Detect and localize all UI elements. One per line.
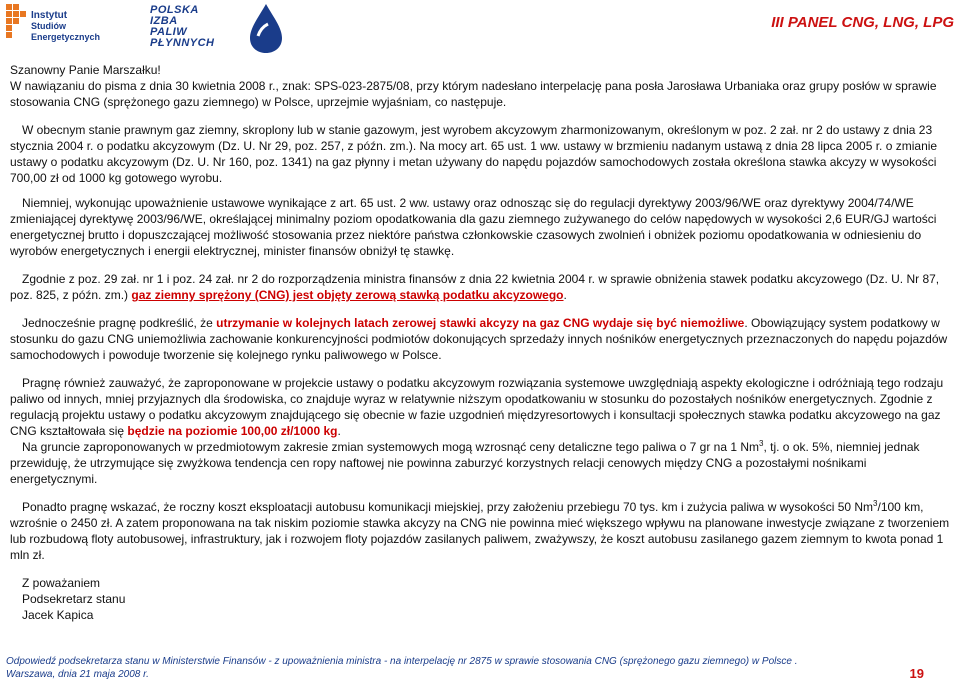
page-footer	[6, 655, 916, 681]
paragraph-8-text: Ponadto pragnę wskazać, że roczny koszt eksploatacji autobusu komunikacji miejskiej, przy założeniu przebiegu 70 tys. km i zużycia paliwa w wysokości 50 Nm	[22, 500, 874, 514]
paragraph-5-highlight: utrzymanie w kolejnych latach zerowej stawki akcyzy na gaz CNG wydaje się być niemożliwe	[216, 316, 745, 330]
letter-body	[10, 62, 955, 623]
letter-paragraph-3: Niemniej, wykonując upoważnienie ustawowe wynikające z art. 65 ust. 2 ww. ustawy oraz odnosząc się do regulacji dyrektywy 2003/96/WE oraz dyrektywy 2004/74/WE zmieniającej dyrektywę 2003/96/WE, określającej minimalny poziom opodatkowania dla gazu ziemnego zużywanego do celów napędowych w wysokości 2,6 EUR/GJ wartości energetycznej brutto i dopuszczającej możliwość stosowania przez niektóre państwa członkowskie czasowych zwolnień i obniżek poziomu opodatkowania w odniesieniu do wyrobów energetycznych i energii elektrycznej, minister finansów obniżył tę stawkę.	[10, 196, 937, 258]
institute-logo-text	[31, 10, 116, 43]
paragraph-6-end: .	[337, 424, 341, 438]
signatory-title: Podsekretarz stanu	[22, 592, 126, 606]
paragraph-4-highlight: gaz ziemny sprężony (CNG) jest objęty zerową stawką podatku akcyzowego	[131, 288, 564, 302]
letter-greeting: Szanowny Panie Marszałku!	[10, 63, 161, 77]
pipp-logo-line3: PALIW	[150, 26, 188, 38]
letter-paragraph-1: W nawiązaniu do pisma z dnia 30 kwietnia 2008 r., znak: SPS-023-2875/08, przy którym nadesłano interpelację pana posła Jarosława Urbaniaka oraz grupy posłów w sprawie stosowania CNG (sprężonego gazu ziemnego) w Polsce, uprzejmie wyjaśniam, co następuje.	[10, 79, 937, 109]
paragraph-7-text: Na gruncie zaproponowanych w przedmiotowym zakresie zmian systemowych mogą wzrosnąć ceny detaliczne tego paliwa o 7 gr na 1 Nm	[22, 440, 760, 454]
paragraph-4-end: .	[563, 288, 567, 302]
pipp-logo-text	[150, 5, 215, 49]
letter-paragraph-6	[10, 375, 955, 439]
letter-paragraph-4	[10, 271, 955, 303]
pipp-logo-line2: IZBA	[150, 15, 178, 27]
paragraph-4-text: Zgodnie z poz. 29 zał. nr 1 i poz. 24 zał. nr 2 do rozporządzenia ministra finansów z dnia 22 kwietnia 2004 r. w sprawie obniżenia stawek podatku akcyzowego (Dz. U. Nr 87, poz. 825, z późn. zm.)	[10, 272, 940, 302]
pipp-logo-line4: PŁYNNYCH	[150, 37, 215, 49]
paragraph-6-text: Pragnę również zauważyć, że zaproponowane w projekcie ustawy o podatku akcyzowym rozwiązania systemowe uwzględniają aspekty ekologiczne i odróżniają tego rodzaju paliwo od innych, mniej przyjaznych dla środowiska, co znajduje wyraz w relatywnie niższym opodatkowaniu w stosunku do pozostałych nośników energetycznych. Zgodnie z regulacją projektu ustawy o podatku akcyzowym znajdującego się obecnie w fazie uzgodnień międzyresortowych i konsultacji społecznych stawka podatku akcyzowego na gaz CNG kształtowała się	[10, 376, 944, 438]
page-header	[0, 0, 960, 56]
paragraph-5-rest: . Obowiązujący system podatkowy w stosunku do gazu CNG uniemożliwia zachowanie konkurencyjności podmiotów dokonujących sprzedaży innych nośników energetycznych przeznaczonych do napędu pojazdów samochodowych i powoduje tworzenie się kolejnego rynku paliwowego w Polsce.	[10, 316, 948, 362]
letter-paragraph-2: W obecnym stanie prawnym gaz ziemny, skroplony lub w stanie gazowym, jest wyrobem akcyzowym zharmonizowanym, określonym w poz. 2 zał. nr 2 do ustawy z dnia 23 stycznia 2004 r. o podatku akcyzowym (Dz. U. Nr 29, poz. 257, z późn. zm.). Na mocy art. 65 ust. 1 ww. ustawy w brzmieniu nadanym ustawą z dnia 28 lipca 2005 r. o zmianie ustawy o podatku akcyzowym (Dz. U. Nr 160, poz. 1341) na gaz płynny i metan używany do napędu pojazdów samochodowych została określona stawka akcyzy w wysokości 700,00 zł od 1000 kg gotowego wyrobu.	[10, 123, 938, 185]
paragraph-8-superscript: 3	[873, 499, 878, 508]
letter-paragraph-5	[10, 315, 955, 363]
paragraph-8-rest: /100 km, wzrośnie o 2450 zł. A zatem proponowana na tak niskim poziomie stawka akcyzy na CNG nie powinna mieć większego wpływu na planowane inwestycje związane z tworzeniem lub rozbudową floty autobusowej, infrastruktury, jak i rozwojem floty pojazdów zasilanych paliwem, zważywszy, że koszt autobusu zasilanego gazem ziemnym to kwota ponad 1 mln zł.	[10, 500, 950, 562]
signatory-name: Jacek Kapica	[22, 608, 94, 622]
footer-date-line: Warszawa, dnia 21 maja 2008 r.	[6, 669, 149, 680]
paragraph-7-superscript: 3	[759, 439, 764, 448]
letter-paragraph-8	[10, 499, 955, 563]
page-number: 19	[909, 666, 924, 681]
paragraph-5-text: Jednocześnie pragnę podkreślić, że	[22, 316, 217, 330]
institute-logo-mark	[6, 4, 28, 38]
letter-paragraph-7	[10, 439, 955, 487]
fuel-drop-icon	[246, 2, 286, 54]
paragraph-7-rest: , tj. o ok. 5%, niemniej jednak przewiduję, że utrzymujące się zwyżkowa tendencja cen ropy naftowej nie powinna zaburzyć korzystnych relacji cenowych między CNG a pozostałymi nośnikami energetycznymi.	[10, 440, 920, 486]
institute-logo-line1: Instytut	[31, 10, 68, 21]
pipp-logo-line1: POLSKA	[150, 4, 199, 16]
institute-logo-line2: Studiów Energetycznych	[31, 21, 101, 42]
institute-logo	[6, 4, 116, 52]
panel-title: III PANEL CNG, LNG, LPG	[771, 14, 954, 31]
footer-source-line: Odpowiedź podsekretarza stanu w Ministerstwie Finansów - z upoważnienia ministra - na interpelację nr 2875 w sprawie stosowania CNG (sprężonego gazu ziemnego) w Polsce .	[6, 656, 798, 667]
pipp-logo	[150, 2, 290, 54]
closing-regards: Z poważaniem	[22, 576, 101, 590]
paragraph-6-highlight: będzie na poziomie 100,00 zł/1000 kg	[127, 424, 338, 438]
